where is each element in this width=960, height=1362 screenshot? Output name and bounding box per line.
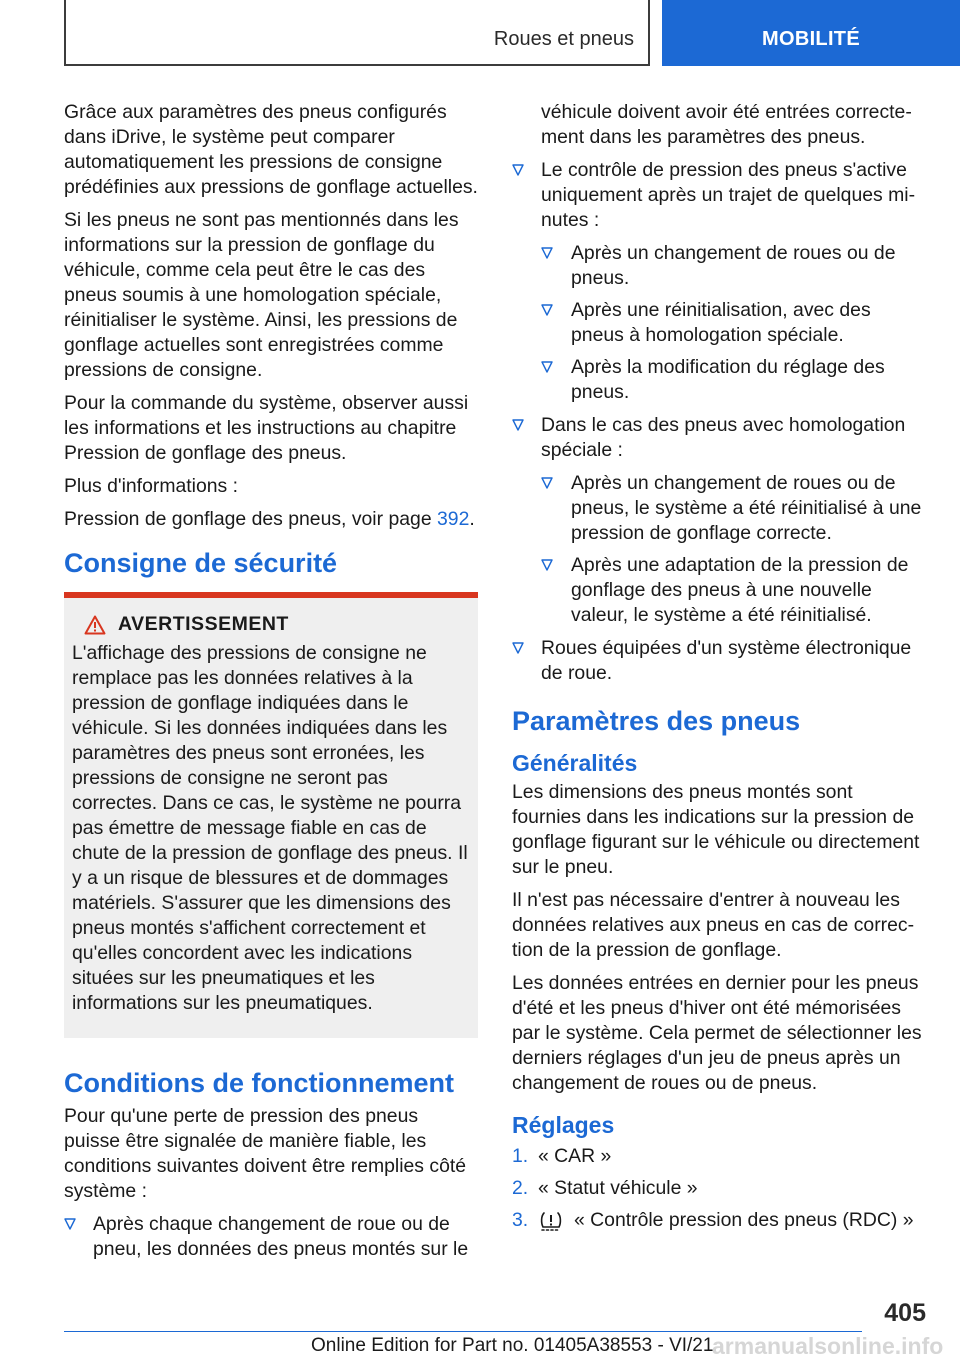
list-bullet-triangle-icon (541, 559, 553, 571)
conditions-list-continued (512, 158, 926, 686)
sub-list (541, 471, 926, 628)
sub-list-item (541, 471, 926, 546)
list-bullet-triangle-icon (541, 304, 553, 316)
paragraph: Les dimensions des pneus montés sont fournies dans les indications sur la pression de gonflage figurant sur le véhicule ou directement sur le pneu. (512, 781, 920, 878)
section-title-conditions: Conditions de fonctionnement (64, 1068, 454, 1098)
warning-header (72, 612, 470, 637)
sub-list-item-text: Après une adaptation de la pression de gonflage des pneus à une nouvelle valeur, le système a été réinitialisé. (571, 554, 909, 626)
warning-triangle-icon (72, 615, 118, 635)
warning-text: L'affichage des pressions de consigne ne remplace pas les données relatives à la pression de gonflage indiquées dans le véhicule. Si les données indiquées dans les paramètres des pneus sont erronées, les pressions de consigne ne seront pas correctes. Dans ce cas, le système ne pourra pas émettre de message fiable en cas de chute de la pression de gonflage des pneus. Il y a un risque de blessures et de dommages matériels. S'assurer que les dimensions des pneus montés s'affichent correctement et qu'elles concordent avec les indications situées sur les pneumatiques et les informations sur les pneumatiques. (72, 642, 468, 1014)
paragraph: Pour qu'une perte de pression des pneus puisse être signalée de manière fiable, les conditions suivantes doivent être remplies côté système : (64, 1105, 467, 1202)
step-item (512, 1176, 926, 1201)
section-title-tire-settings: Paramètres des pneus (512, 706, 801, 736)
footer-rule (64, 1331, 862, 1332)
paragraph: Les données entrées en dernier pour les pneus d'été et les pneus d'hiver ont été mémorisées par le système. Cela permet de sélectionner les derniers réglages d'un jeu de pneus après un changement de roues ou de pneus. (512, 972, 922, 1094)
paragraph: Si les pneus ne sont pas mentionnés dans les informations sur la pression de gonflage du véhicule, comme cela peut être le cas des pneus soumis à une homologation spéciale, réinitialiser le système. Ainsi, les pressions de gonflage actuelles sont enregistrées comme pressions de consigne. (64, 209, 459, 381)
footer-edition: Online Edition for Part no. 01405A38553 - VI/21 (311, 1335, 714, 1356)
warning-box (64, 598, 478, 1038)
list-item (64, 1212, 478, 1262)
list-bullet-triangle-icon (512, 419, 524, 431)
subsection-title-general: Généralités (512, 750, 638, 776)
sub-list-item (541, 553, 926, 628)
list-item-text: Le contrôle de pression des pneus s'active uniquement après un trajet de quelques minutes : (541, 159, 916, 231)
cross-reference-text: Pression de gonflage des pneus, voir page (64, 508, 437, 530)
step-number: 2. (512, 1177, 529, 1199)
step-text: « Contrôle pression des pneus (RDC) » (574, 1209, 914, 1231)
header-chapter-tab[interactable] (662, 0, 960, 66)
step-item (512, 1208, 926, 1233)
list-item (512, 158, 926, 405)
sub-list-item (541, 355, 926, 405)
step-text: « CAR » (538, 1145, 612, 1167)
list-bullet-triangle-icon (512, 164, 524, 176)
step-item (512, 1144, 926, 1169)
paragraph: Pour la commande du système, observer aussi les informations et les instructions au chapitre Pression de gonflage des pneus. (64, 392, 469, 464)
conditions-list (64, 1212, 478, 1262)
paragraph: Il n'est pas nécessaire d'entrer à nouveau les données relatives aux pneus en cas de correction de la pression de gonflage. (512, 889, 915, 961)
list-item-text: Après chaque changement de roue ou de pneu, les données des pneus montés sur le (93, 1213, 469, 1260)
paragraph: Plus d'informations : (64, 475, 238, 497)
list-item (512, 413, 926, 628)
section-title-safety: Consigne de sécurité (64, 548, 338, 578)
list-bullet-triangle-icon (541, 477, 553, 489)
page-link[interactable]: 392 (437, 508, 470, 530)
cross-reference (64, 507, 478, 532)
settings-steps (512, 1144, 926, 1233)
step-text: « Statut véhicule » (538, 1177, 698, 1199)
step-number: 1. (512, 1145, 529, 1167)
sub-list-item (541, 298, 926, 348)
page-number: 405 (884, 1299, 926, 1327)
header-chapter-label: MOBILITÉ (762, 27, 860, 50)
list-item-text: Dans le cas des pneus avec homologation spéciale : (541, 414, 906, 461)
paragraph: Grâce aux paramètres des pneus configurés dans iDrive, le système peut comparer automatiquement les pressions de consigne prédéfinies aux pressions de gonflage actuelles. (64, 101, 478, 198)
cross-reference-end: . (469, 508, 475, 530)
warning-title: AVERTISSEMENT (118, 613, 289, 635)
tire-pressure-icon (538, 1209, 564, 1233)
sub-list-item-text: Après une réinitialisation, avec des pneus à homologation spéciale. (571, 299, 871, 346)
footer-watermark: armanualsonline.info (712, 1333, 944, 1359)
sub-list-item-text: Après un changement de roues ou de pneus. (571, 242, 896, 289)
left-column (64, 100, 478, 1270)
list-bullet-triangle-icon (64, 1218, 76, 1230)
header-section-title: Roues et pneus (493, 28, 634, 50)
header-section-frame (64, 0, 650, 66)
list-item-text: Roues équipées d'un système électronique de roue. (541, 637, 912, 684)
sub-list-item (541, 241, 926, 291)
right-column (512, 100, 926, 1240)
list-bullet-triangle-icon (512, 642, 524, 654)
list-item (512, 636, 926, 686)
sub-list-item-text: Après un changement de roues ou de pneus, le système a été réinitialisé à une pression de gonflage correcte. (571, 472, 922, 544)
list-item-continuation: véhicule doivent avoir été entrées correctement dans les paramètres des pneus. (541, 101, 912, 148)
sub-list-item-text: Après la modification du réglage des pneus. (571, 356, 885, 403)
list-bullet-triangle-icon (541, 361, 553, 373)
list-bullet-triangle-icon (541, 247, 553, 259)
sub-list (541, 241, 926, 405)
subsection-title-settings: Réglages (512, 1112, 615, 1138)
step-number: 3. (512, 1209, 529, 1231)
